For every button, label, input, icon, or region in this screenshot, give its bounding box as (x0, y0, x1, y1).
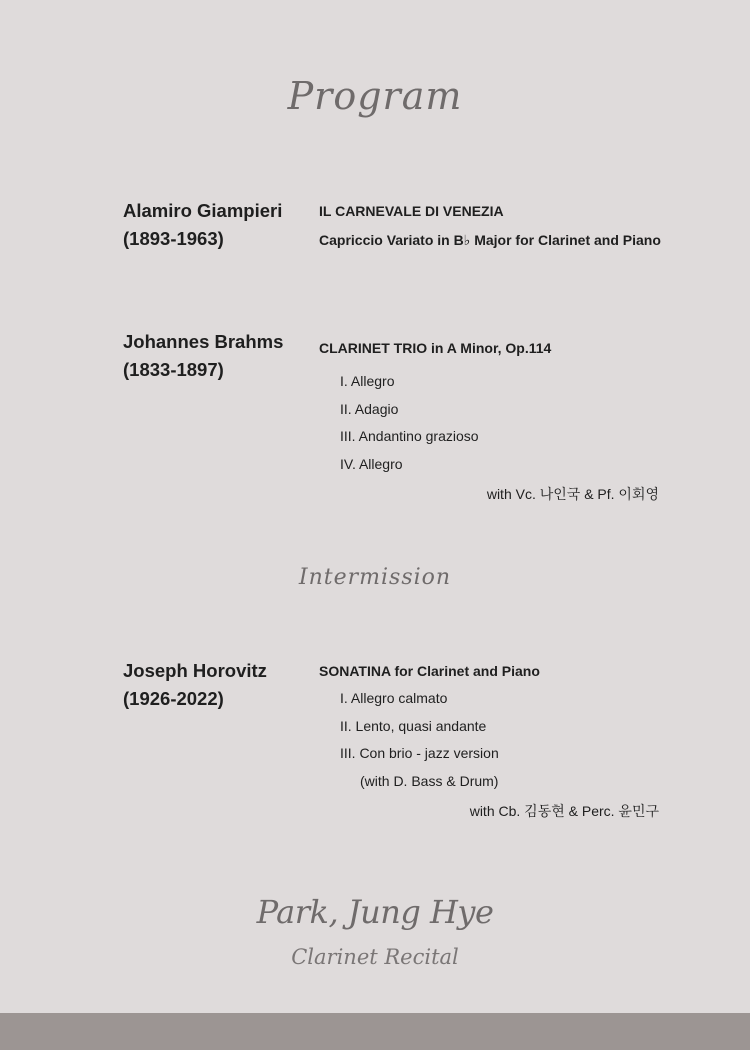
movement: III. Andantino grazioso (340, 428, 479, 445)
composer (123, 657, 308, 713)
work (319, 328, 699, 509)
intermission-label: Intermission (298, 565, 452, 590)
movement: I. Allegro calmato (340, 690, 448, 706)
work-subtitle: Capriccio Variato in B♭ Major for Clarinet and Piano (319, 232, 661, 248)
performer-name: Park, Jung Hye (256, 893, 494, 931)
composer (123, 197, 308, 253)
composer-name: Joseph Horovitz (123, 660, 267, 681)
composer-years: (1893-1963) (123, 228, 224, 249)
work-title: IL CARNEVALE DI VENEZIA (319, 203, 504, 219)
footer-band (0, 1013, 750, 1050)
movement-note: (with D. Bass & Drum) (360, 773, 499, 790)
recital-label: Clarinet Recital (291, 945, 459, 969)
performers: with Vc. 나인국 & Pf. 이회영 (486, 485, 659, 502)
work-title: SONATINA for Clarinet and Piano (319, 663, 540, 679)
movement: II. Adagio (340, 400, 399, 417)
composer-name: Johannes Brahms (123, 331, 284, 352)
work (319, 197, 699, 255)
movement: I. Allegro (340, 373, 395, 389)
program-title: Program (287, 74, 463, 118)
performers: with Cb. 김동현 & Perc. 윤민구 (469, 802, 659, 819)
movement: IV. Allegro (340, 456, 403, 473)
movement: III. Con brio - jazz version (340, 745, 499, 762)
movement: II. Lento, quasi andante (340, 717, 487, 734)
composer-years: (1926-2022) (123, 688, 224, 709)
work-title: CLARINET TRIO in A Minor, Op.114 (319, 340, 552, 356)
composer-name: Alamiro Giampieri (123, 200, 283, 221)
composer-years: (1833-1897) (123, 359, 224, 380)
work (319, 657, 699, 826)
composer (123, 328, 308, 384)
